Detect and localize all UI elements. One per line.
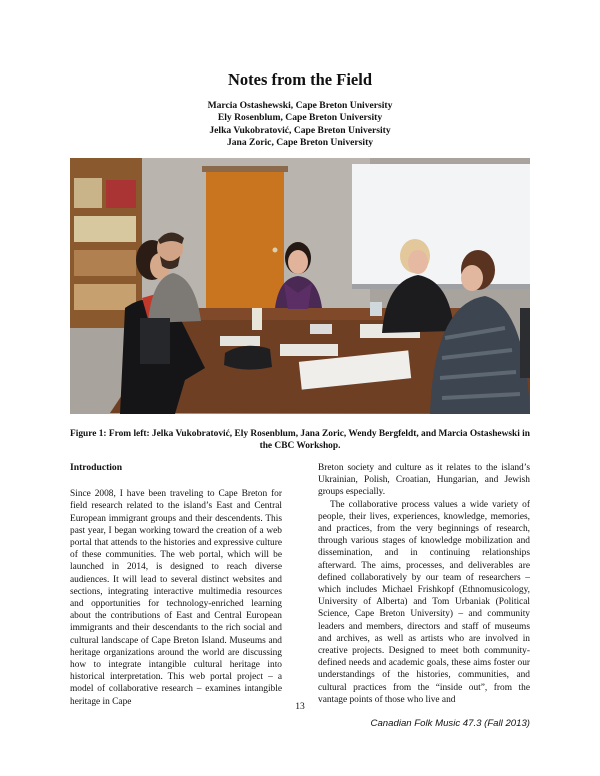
left-column xyxy=(70,462,282,708)
workshop-photo xyxy=(70,158,530,414)
author-line: Jelka Vukobratović, Cape Breton University xyxy=(209,124,391,136)
body-paragraph: Since 2008, I have been traveling to Cape Breton for field research related to the island’s East and Central European immigrant groups and their descendents. This past year, I began working toward the creation of a web portal that attends to the histories and expressive culture of these communities. The web portal, which will be launched in 2014, is designed to reach diverse audiences. It will lead to several distinct websites and sections, integrating interactive multimedia resources and opportunities for technology-enriched learning about the contributions of East and Central European immigrants and their descendants to the rich social and cultural landscape of Cape Breton Island. Museums and heritage organizations around the world are discussing how to integrate intangible cultural heritage into historical interpretation. This web portal project – a model of collaborative research – examines intangible heritage in Cape xyxy=(70,489,282,707)
author-line: Jana Zoric, Cape Breton University xyxy=(226,136,374,148)
section-heading: Introduction xyxy=(70,462,123,473)
workshop-photo-illustration xyxy=(70,158,530,414)
right-column xyxy=(318,462,530,706)
body-paragraph: The collaborative process values a wide variety of people, their lives, experiences, knowledge, memories, and practices, from the very beginnings of research, through various stages of knowledge mobilization and dissemination, and in continuing relationships afterward. The aims, processes, and deliverables are defined collaboratively by our team of researchers – which includes Michael Frishkopf (Ethnomusicology, University of Alberta) and Tom Urbaniak (Political Science, Cape Breton University) – and community leaders and members, directors and staff of museums and archives, as well as artists who are involved in creative projects. Designed to meet both community-defined needs and academic goals, these aims foster our understandings of the histories, communities, and cultural practices from the “inside out”, from the vantage points of those who live and xyxy=(318,499,530,705)
author-line: Marcia Ostashewski, Cape Breton University xyxy=(207,100,393,111)
author-list xyxy=(0,100,600,149)
figure-caption: Figure 1: From left: Jelka Vukobratović, Ely Rosenblum, Jana Zoric, Wendy Bergfeldt, and Marcia Ostashewski in the CBC Workshop. xyxy=(70,429,530,451)
page-number: 13 xyxy=(295,701,305,712)
author-line: Ely Rosenblum, Cape Breton University xyxy=(217,112,383,124)
journal-footer: Canadian Folk Music 47.3 (Fall 2013) xyxy=(370,718,530,729)
article-title: Notes from the Field xyxy=(227,70,373,89)
body-paragraph: Breton society and culture as it relates to the island’s Ukrainian, Polish, Croatian, Hungarian, and Jewish groups especially. xyxy=(318,463,530,498)
